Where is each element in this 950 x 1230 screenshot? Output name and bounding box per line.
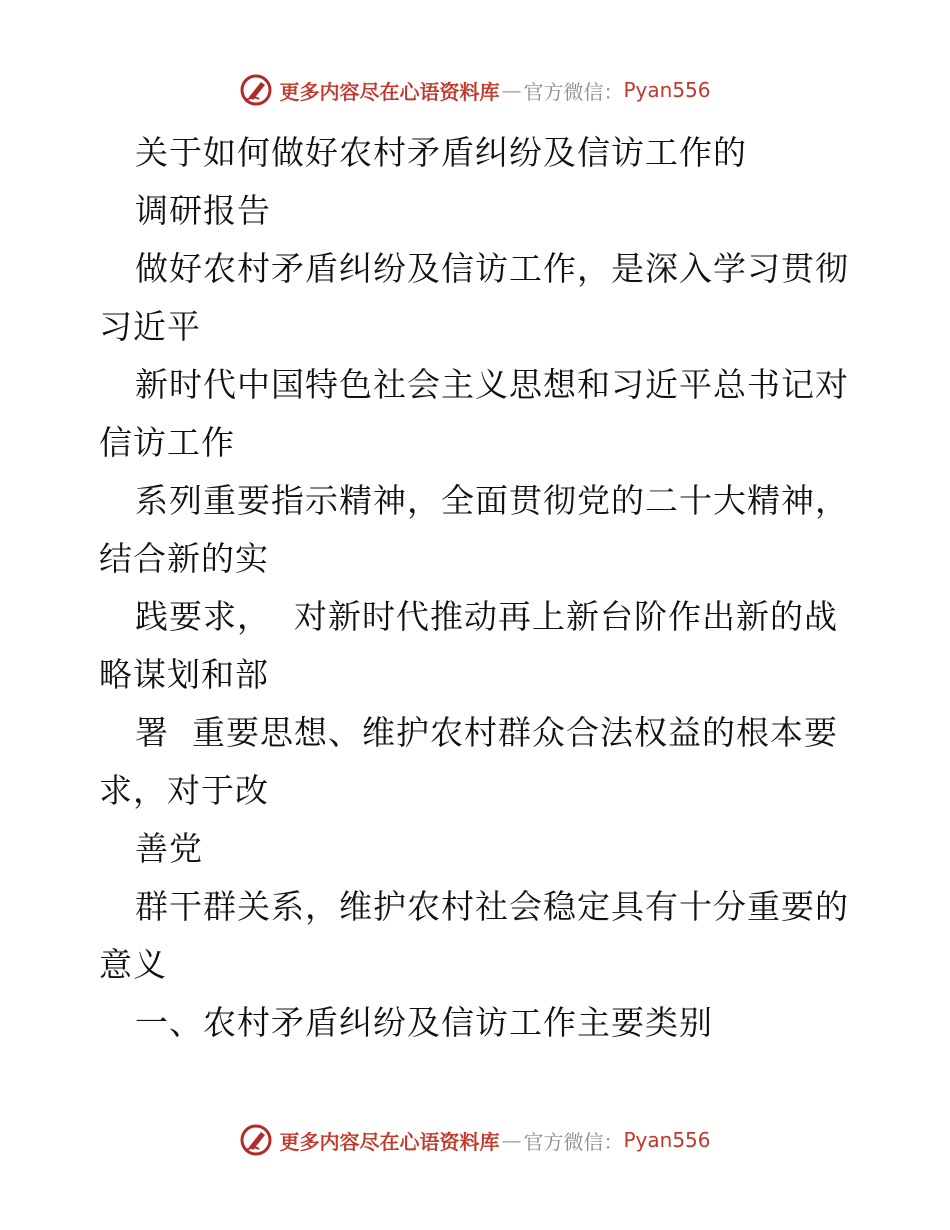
watermark-account: Pyan556 xyxy=(623,1128,711,1152)
section-heading: 一、农村矛盾纠纷及信访工作主要类别 xyxy=(135,1003,713,1042)
watermark-account: Pyan556 xyxy=(623,78,711,102)
watermark-main-text: 更多内容尽在心语资料库 xyxy=(279,79,500,104)
paragraph-line: 意义 xyxy=(99,945,167,984)
watermark-footer xyxy=(0,1120,950,1160)
paragraph-line: 群干群关系，维护农村社会稳定具有十分重要的 xyxy=(135,887,849,926)
paragraph-line: 求，对于改 xyxy=(99,771,269,810)
paragraph-line: 结合新的实 xyxy=(99,539,269,578)
watermark-main-text: 更多内容尽在心语资料库 xyxy=(279,1129,500,1154)
paragraph-line: 署 重要思想、维护农村群众合法权益的根本要 xyxy=(135,713,838,752)
watermark-separator: — xyxy=(501,78,522,102)
document-body xyxy=(99,124,859,1052)
paragraph-line: 做好农村矛盾纠纷及信访工作，是深入学习贯彻 xyxy=(135,249,849,288)
pen-circle-logo-icon xyxy=(239,1123,273,1157)
paragraph-line: 善党 xyxy=(135,829,203,868)
watermark-separator: — xyxy=(501,1128,522,1152)
watermark-header xyxy=(0,70,950,110)
watermark-wechat-label: 官方微信： xyxy=(523,1129,624,1154)
doc-title-line-2: 调研报告 xyxy=(135,191,271,230)
watermark-wechat-label: 官方微信： xyxy=(523,79,624,104)
paragraph-line: 系列重要指示精神，全面贯彻党的二十大精神， xyxy=(135,481,849,520)
paragraph-line: 信访工作 xyxy=(99,423,235,462)
doc-title-line-1: 关于如何做好农村矛盾纠纷及信访工作的 xyxy=(135,133,747,172)
paragraph-line: 习近平 xyxy=(99,307,201,346)
paragraph-line: 新时代中国特色社会主义思想和习近平总书记对 xyxy=(135,365,849,404)
pen-circle-logo-icon xyxy=(239,73,273,107)
paragraph-line: 践要求， 对新时代推动再上新台阶作出新的战 xyxy=(135,597,838,636)
paragraph-line: 略谋划和部 xyxy=(99,655,269,694)
